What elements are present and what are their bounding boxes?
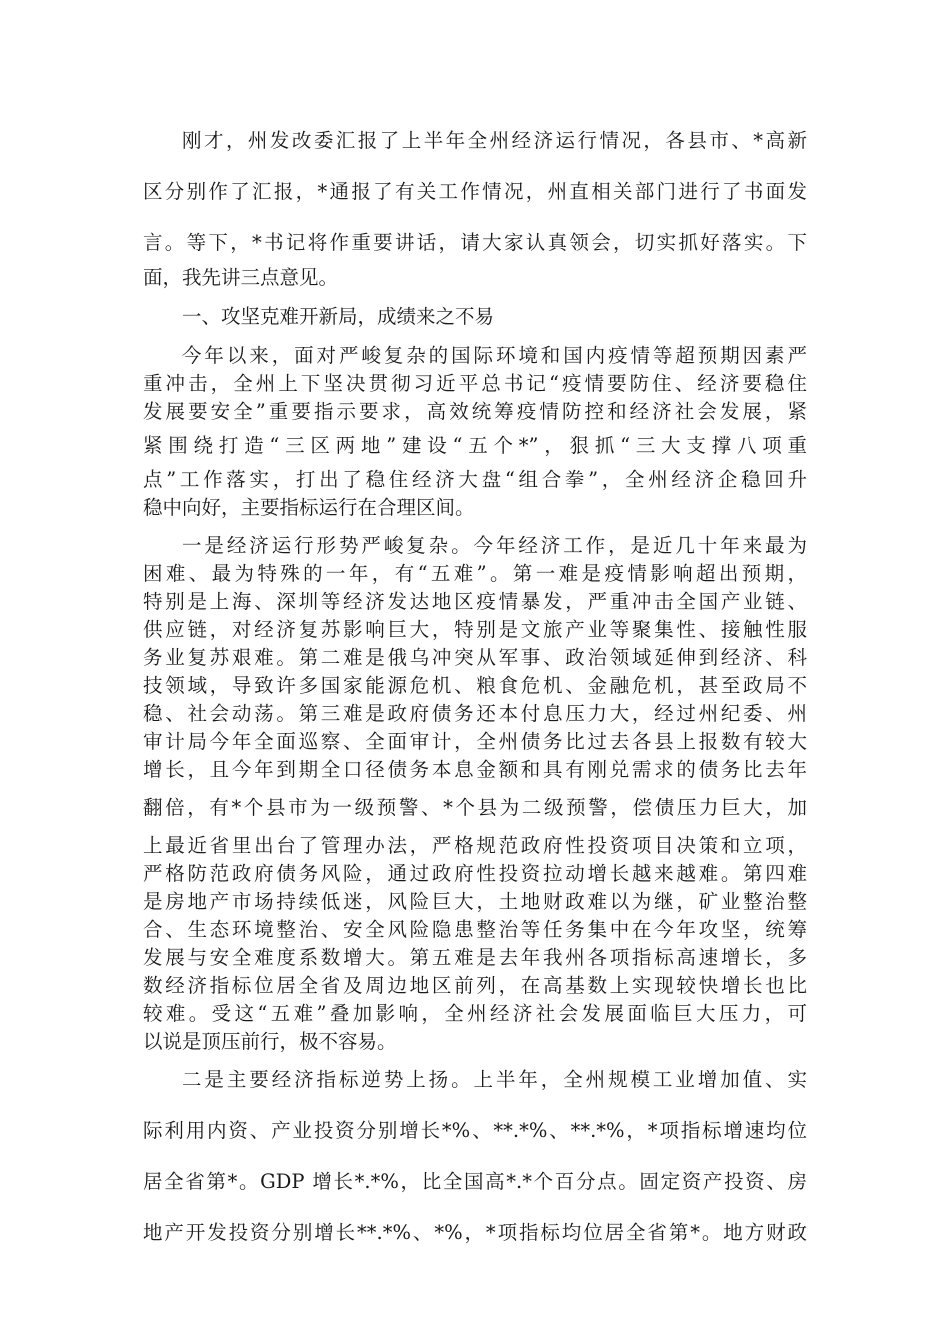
p3-line-1: 一是经济运行形势严峻复杂。今年经济工作，是近几十年来最为 — [182, 534, 807, 557]
p3-line-7: 稳、社会动荡。第三难是政府债务还本付息压力大，经过州纪委、州 — [143, 702, 807, 725]
p3-line-18: 以说是顶压前行，极不容易。 — [143, 1030, 397, 1053]
p1-line-2: 区分别作了汇报，*通报了有关工作情况，州直相关部门进行了书面发 — [143, 180, 807, 203]
p3-line-13: 是房地产市场持续低迷，风险巨大，土地财政难以为继，矿业整治整 — [143, 890, 807, 913]
p3-line-11: 上最近省里出台了管理办法，严格规范政府性投资项目决策和立项， — [143, 834, 807, 857]
p3-line-12: 严格防范政府债务风险，通过政府性投资拉动增长越来越难。第四难 — [143, 862, 807, 885]
p3-line-4: 供应链，对经济复苏影响巨大，特别是文旅产业等聚集性、接触性服 — [143, 618, 807, 641]
p1-line-1: 刚才，州发改委汇报了上半年全州经济运行情况，各县市、*高新 — [182, 129, 807, 152]
p4-line-1: 二是主要经济指标逆势上扬。上半年，全州规模工业增加值、实 — [182, 1068, 807, 1091]
p2-line-5: 点”工作落实，打出了稳住经济大盘“组合拳”，全州经济企稳回升 — [143, 468, 807, 491]
section-heading-1: 一、攻坚克难开新局，成绩来之不易 — [182, 305, 495, 328]
p2-line-6: 稳中向好，主要指标运行在合理区间。 — [143, 496, 475, 519]
p2-line-1: 今年以来，面对严峻复杂的国际环境和国内疫情等超预期因素严 — [182, 344, 807, 367]
p4-line-4: 地产开发投资分别增长**.*%、*%，*项指标均位居全省第*。地方财政 — [143, 1221, 807, 1244]
p3-line-15: 发展与安全难度系数增大。第五难是去年我州各项指标高速增长，多 — [143, 946, 807, 969]
p3-line-10: 翻倍，有*个县市为一级预警、*个县为二级预警，偿债压力巨大，加 — [143, 796, 807, 819]
p1-line-4: 面，我先讲三点意见。 — [143, 266, 339, 289]
p3-line-9: 增长，且今年到期全口径债务本息金额和具有刚兑需求的债务比去年 — [143, 758, 807, 781]
p3-line-2: 困难、最为特殊的一年，有“五难”。第一难是疫情影响超出预期， — [143, 562, 807, 585]
p3-line-6: 技领域，导致许多国家能源危机、粮食危机、金融危机，甚至政局不 — [143, 674, 807, 697]
p3-line-8: 审计局今年全面巡察、全面审计，全州债务比过去各县上报数有较大 — [143, 730, 807, 753]
p3-line-14: 合、生态环境整治、安全风险隐患整治等任务集中在今年攻坚，统筹 — [143, 918, 807, 941]
p2-line-4: 紧围绕打造“三区两地”建设“五个*”，狠抓“三大支撑八项重 — [143, 434, 807, 457]
p4-line-3: 居全省第*。GDP 增长*.*%，比全国高*.*个百分点。固定资产投资、房 — [143, 1170, 807, 1193]
p3-line-5: 务业复苏艰难。第二难是俄乌冲突从军事、政治领域延伸到经济、科 — [143, 646, 807, 669]
p2-line-2: 重冲击，全州上下坚决贯彻习近平总书记“疫情要防住、经济要稳住 — [143, 372, 807, 395]
p1-line-3: 言。等下，*书记将作重要讲话，请大家认真领会，切实抓好落实。下 — [143, 231, 807, 254]
p2-line-3: 发展要安全”重要指示要求，高效统筹疫情防控和经济社会发展，紧 — [143, 400, 807, 423]
p3-line-17: 较难。受这“五难”叠加影响，全州经济社会发展面临巨大压力，可 — [143, 1002, 807, 1025]
p3-line-16: 数经济指标位居全省及周边地区前列，在高基数上实现较快增长也比 — [143, 974, 807, 997]
p4-line-2: 际利用内资、产业投资分别增长*%、**.*%、**.*%，*项指标增速均位 — [143, 1119, 807, 1142]
p3-line-3: 特别是上海、深圳等经济发达地区疫情暴发，严重冲击全国产业链、 — [143, 590, 807, 613]
